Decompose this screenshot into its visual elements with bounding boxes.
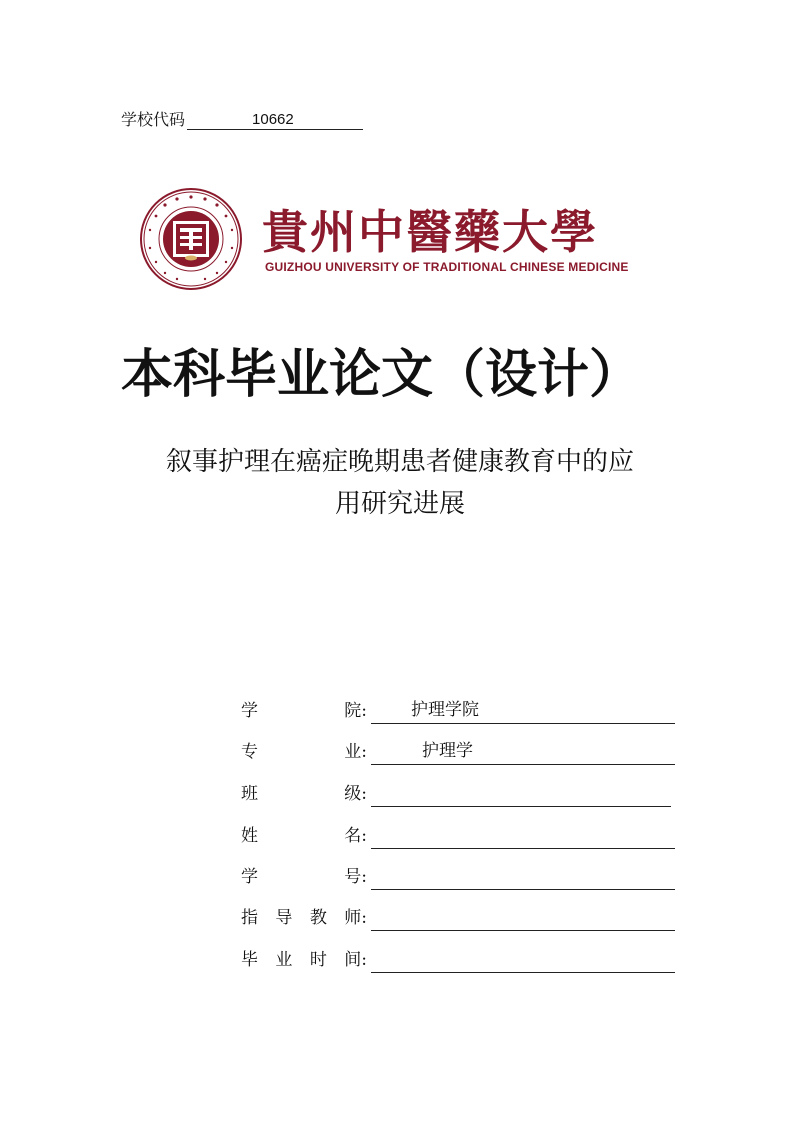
- label-char: 院: [344, 701, 362, 721]
- label-char: 间: [344, 950, 362, 970]
- label-tail: [344, 950, 367, 970]
- label-colon: :: [361, 908, 367, 928]
- form-label: [241, 908, 367, 928]
- label-char: 时: [309, 950, 327, 970]
- label-colon: :: [361, 701, 367, 721]
- form-line: [371, 806, 671, 807]
- label-char: 学: [241, 867, 258, 887]
- label-char: 名: [344, 826, 362, 846]
- label-char: 学: [241, 701, 258, 721]
- form-row-student-id: [241, 865, 675, 893]
- label-colon: :: [361, 867, 367, 887]
- label-tail: [344, 742, 367, 762]
- university-name-cn: 貴州中醫藥大學: [262, 205, 598, 259]
- form-line: [371, 764, 675, 765]
- school-code-field: [187, 109, 363, 130]
- label-colon: :: [361, 950, 367, 970]
- label-char: 指: [241, 908, 258, 928]
- label-char: 级: [344, 784, 362, 804]
- label-char: 教: [309, 908, 327, 928]
- label-char: 导: [275, 908, 293, 928]
- label-colon: :: [361, 784, 367, 804]
- school-code: [121, 104, 363, 130]
- school-code-label: 学校代码: [121, 110, 186, 129]
- form-line: [371, 930, 675, 931]
- label-tail: [344, 701, 367, 721]
- label-char: 专: [241, 742, 258, 762]
- form-label: [241, 742, 367, 762]
- thesis-title-line2: 用研究进展: [334, 489, 465, 519]
- university-emblem-icon: [140, 188, 242, 290]
- university-name-en: GUIZHOU UNIVERSITY OF TRADITIONAL CHINESE MEDICINE: [265, 260, 629, 274]
- form-row-name: [241, 824, 675, 852]
- label-tail: [344, 784, 367, 804]
- form-row-graduation-time: [241, 948, 675, 976]
- school-code-value: 10662: [252, 111, 294, 128]
- form-row-class: [241, 782, 671, 810]
- college-value[interactable]: 护理学院: [411, 700, 479, 720]
- form-label: [241, 826, 367, 846]
- label-char: 师: [344, 908, 362, 928]
- thesis-title: [100, 441, 700, 525]
- form-row-advisor: [241, 906, 675, 934]
- label-char: 业: [344, 742, 362, 762]
- label-tail: [344, 908, 367, 928]
- form-label: [241, 950, 367, 970]
- label-tail: [344, 826, 367, 846]
- form-line: [371, 848, 675, 849]
- form-line: [371, 723, 675, 724]
- label-tail: [344, 867, 367, 887]
- form-line: [371, 972, 675, 973]
- major-value[interactable]: 护理学: [422, 741, 473, 761]
- form-label: [241, 867, 367, 887]
- form-label: [241, 784, 367, 804]
- form-row-college: [241, 699, 675, 727]
- thesis-title-line1: 叙事护理在癌症晚期患者健康教育中的应: [165, 447, 634, 477]
- label-char: 毕: [241, 950, 258, 970]
- label-char: 班: [241, 784, 258, 804]
- label-char: 姓: [241, 826, 258, 846]
- document-type-title: 本科毕业论文（设计）: [121, 345, 642, 405]
- form-row-major: [241, 740, 675, 768]
- label-colon: :: [361, 742, 367, 762]
- label-colon: :: [361, 826, 367, 846]
- label-char: 号: [344, 867, 362, 887]
- form-line: [371, 889, 675, 890]
- label-char: 业: [275, 950, 293, 970]
- form-label: [241, 701, 367, 721]
